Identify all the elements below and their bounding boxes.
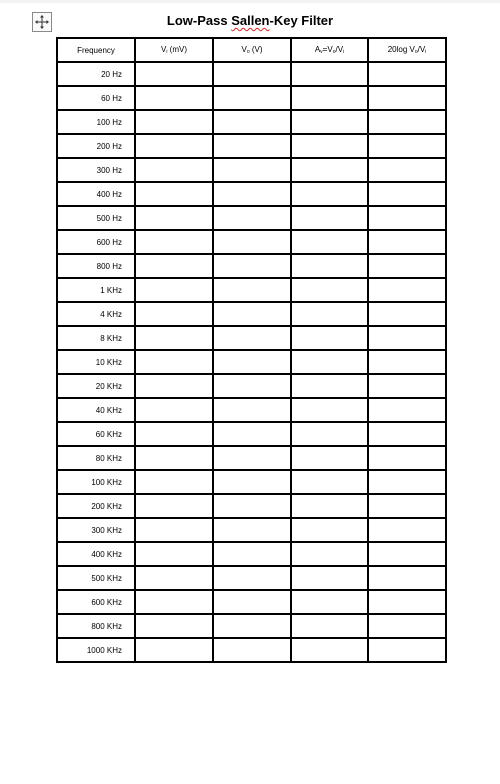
- table-row: [57, 230, 446, 254]
- header-av[interactable]: $A_v=V_o/V_i$: [291, 38, 368, 62]
- vi-cell[interactable]: [135, 254, 213, 278]
- table-row: [57, 182, 446, 206]
- db-cell[interactable]: [368, 470, 446, 494]
- table-row: [57, 542, 446, 566]
- table-row: [57, 254, 446, 278]
- header-row: [57, 38, 446, 62]
- av-cell[interactable]: [291, 470, 368, 494]
- table-row: [57, 470, 446, 494]
- vo-cell[interactable]: [213, 206, 291, 230]
- frequency-cell[interactable]: 400 Hz: [57, 182, 135, 206]
- vi-cell[interactable]: [135, 326, 213, 350]
- table-row: [57, 302, 446, 326]
- vi-cell[interactable]: [135, 110, 213, 134]
- table-row: [57, 62, 446, 86]
- vi-cell[interactable]: [135, 86, 213, 110]
- av-cell[interactable]: [291, 278, 368, 302]
- frequency-cell[interactable]: 8 KHz: [57, 326, 135, 350]
- table-row: [57, 446, 446, 470]
- vo-cell[interactable]: [213, 86, 291, 110]
- db-cell[interactable]: [368, 62, 446, 86]
- vo-cell[interactable]: [213, 422, 291, 446]
- db-cell[interactable]: [368, 494, 446, 518]
- db-cell[interactable]: [368, 374, 446, 398]
- db-cell[interactable]: [368, 422, 446, 446]
- av-cell[interactable]: [291, 62, 368, 86]
- vo-cell[interactable]: [213, 446, 291, 470]
- table-row: [57, 590, 446, 614]
- vo-cell[interactable]: [213, 590, 291, 614]
- db-cell[interactable]: [368, 86, 446, 110]
- table-row: [57, 422, 446, 446]
- title-prefix: Low-Pass: [166, 13, 232, 28]
- frequency-cell[interactable]: 60 KHz: [57, 422, 135, 446]
- vi-cell[interactable]: [135, 398, 213, 422]
- av-cell[interactable]: [291, 542, 368, 566]
- vi-cell[interactable]: [135, 542, 213, 566]
- db-cell[interactable]: [368, 278, 446, 302]
- vo-cell[interactable]: [213, 134, 291, 158]
- vo-cell[interactable]: [213, 398, 291, 422]
- table-row: [57, 398, 446, 422]
- header-vi[interactable]: $V_i$ (mV): [135, 38, 213, 62]
- vi-cell[interactable]: [135, 302, 213, 326]
- frequency-cell[interactable]: 10 KHz: [57, 350, 135, 374]
- table-row: [57, 158, 446, 182]
- vo-cell[interactable]: [213, 350, 291, 374]
- document-title: [0, 12, 500, 30]
- frequency-cell[interactable]: 200 Hz: [57, 134, 135, 158]
- db-cell[interactable]: [368, 638, 446, 662]
- frequency-cell[interactable]: 500 KHz: [57, 566, 135, 590]
- av-cell[interactable]: [291, 590, 368, 614]
- vo-cell[interactable]: [213, 302, 291, 326]
- db-cell[interactable]: [368, 590, 446, 614]
- frequency-cell[interactable]: 300 KHz: [57, 518, 135, 542]
- frequency-cell[interactable]: 80 KHz: [57, 446, 135, 470]
- av-cell[interactable]: [291, 350, 368, 374]
- db-cell[interactable]: [368, 614, 446, 638]
- vo-cell[interactable]: [213, 518, 291, 542]
- vi-cell[interactable]: [135, 350, 213, 374]
- db-cell[interactable]: [368, 158, 446, 182]
- vi-cell[interactable]: [135, 590, 213, 614]
- table-row: [57, 326, 446, 350]
- db-cell[interactable]: [368, 206, 446, 230]
- av-cell[interactable]: [291, 446, 368, 470]
- av-cell[interactable]: [291, 254, 368, 278]
- frequency-cell[interactable]: 1 KHz: [57, 278, 135, 302]
- av-cell[interactable]: [291, 134, 368, 158]
- table-row: [57, 110, 446, 134]
- av-cell[interactable]: [291, 566, 368, 590]
- db-cell[interactable]: [368, 326, 446, 350]
- frequency-cell[interactable]: 600 Hz: [57, 230, 135, 254]
- vi-cell[interactable]: [135, 422, 213, 446]
- av-cell[interactable]: [291, 230, 368, 254]
- db-cell[interactable]: [368, 350, 446, 374]
- vo-cell[interactable]: [213, 230, 291, 254]
- frequency-cell[interactable]: 100 Hz: [57, 110, 135, 134]
- vi-cell[interactable]: [135, 614, 213, 638]
- frequency-cell[interactable]: 200 KHz: [57, 494, 135, 518]
- vi-cell[interactable]: [135, 206, 213, 230]
- table-row: [57, 134, 446, 158]
- table-row: [57, 206, 446, 230]
- frequency-cell[interactable]: 20 Hz: [57, 62, 135, 86]
- vo-cell[interactable]: [213, 374, 291, 398]
- av-cell[interactable]: [291, 86, 368, 110]
- vo-cell[interactable]: [213, 542, 291, 566]
- table-row: [57, 494, 446, 518]
- frequency-cell[interactable]: 800 Hz: [57, 254, 135, 278]
- av-cell[interactable]: [291, 614, 368, 638]
- db-cell[interactable]: [368, 182, 446, 206]
- vo-cell[interactable]: [213, 278, 291, 302]
- vi-cell[interactable]: [135, 182, 213, 206]
- vo-cell[interactable]: [213, 254, 291, 278]
- table-row: [57, 374, 446, 398]
- measurement-table: [56, 37, 447, 663]
- av-cell[interactable]: [291, 422, 368, 446]
- vi-cell[interactable]: [135, 638, 213, 662]
- frequency-cell[interactable]: 4 KHz: [57, 302, 135, 326]
- db-cell[interactable]: [368, 518, 446, 542]
- vo-cell[interactable]: [213, 566, 291, 590]
- vo-cell[interactable]: [213, 110, 291, 134]
- frequency-cell[interactable]: 800 KHz: [57, 614, 135, 638]
- table-row: [57, 350, 446, 374]
- db-cell[interactable]: [368, 302, 446, 326]
- table-row: [57, 86, 446, 110]
- db-cell[interactable]: [368, 566, 446, 590]
- db-cell[interactable]: [368, 254, 446, 278]
- frequency-cell[interactable]: 400 KHz: [57, 542, 135, 566]
- av-cell[interactable]: [291, 206, 368, 230]
- av-cell[interactable]: [291, 638, 368, 662]
- vo-cell[interactable]: [213, 494, 291, 518]
- vi-cell[interactable]: [135, 446, 213, 470]
- av-cell[interactable]: [291, 302, 368, 326]
- table-row: [57, 614, 446, 638]
- frequency-cell[interactable]: 20 KHz: [57, 374, 135, 398]
- av-cell[interactable]: [291, 326, 368, 350]
- db-cell[interactable]: [368, 446, 446, 470]
- frequency-cell[interactable]: 600 KHz: [57, 590, 135, 614]
- db-cell[interactable]: [368, 230, 446, 254]
- vi-cell[interactable]: [135, 494, 213, 518]
- vi-cell[interactable]: [135, 518, 213, 542]
- header-db-gain[interactable]: 20log $V_o/V_i$: [368, 38, 446, 62]
- header-vo[interactable]: $V_o$ (V): [213, 38, 291, 62]
- av-cell[interactable]: [291, 158, 368, 182]
- title-suffix: -Key Filter: [269, 13, 334, 28]
- vi-cell[interactable]: [135, 566, 213, 590]
- table-row: [57, 638, 446, 662]
- db-cell[interactable]: [368, 542, 446, 566]
- vo-cell[interactable]: [213, 158, 291, 182]
- vi-cell[interactable]: [135, 158, 213, 182]
- vi-cell[interactable]: [135, 134, 213, 158]
- av-cell[interactable]: [291, 110, 368, 134]
- frequency-cell[interactable]: 40 KHz: [57, 398, 135, 422]
- av-cell[interactable]: [291, 518, 368, 542]
- frequency-cell[interactable]: 500 Hz: [57, 206, 135, 230]
- vo-cell[interactable]: [213, 470, 291, 494]
- table-body: [57, 62, 446, 662]
- vo-cell[interactable]: [213, 182, 291, 206]
- db-cell[interactable]: [368, 398, 446, 422]
- table-row: [57, 278, 446, 302]
- db-cell[interactable]: [368, 134, 446, 158]
- vi-cell[interactable]: [135, 374, 213, 398]
- vo-cell[interactable]: [213, 62, 291, 86]
- table-row: [57, 566, 446, 590]
- title-misspelled-word[interactable]: Sallen: [231, 13, 270, 28]
- vi-cell[interactable]: [135, 230, 213, 254]
- vi-cell[interactable]: [135, 62, 213, 86]
- vo-cell[interactable]: [213, 326, 291, 350]
- vo-cell[interactable]: [213, 614, 291, 638]
- frequency-cell[interactable]: 1000 KHz: [57, 638, 135, 662]
- vi-cell[interactable]: [135, 470, 213, 494]
- top-strip: [0, 0, 500, 3]
- av-cell[interactable]: [291, 494, 368, 518]
- av-cell[interactable]: [291, 374, 368, 398]
- av-cell[interactable]: [291, 398, 368, 422]
- frequency-cell[interactable]: 100 KHz: [57, 470, 135, 494]
- vi-cell[interactable]: [135, 278, 213, 302]
- table-row: [57, 518, 446, 542]
- db-cell[interactable]: [368, 110, 446, 134]
- frequency-cell[interactable]: 60 Hz: [57, 86, 135, 110]
- header-frequency[interactable]: Frequency: [57, 38, 135, 62]
- av-cell[interactable]: [291, 182, 368, 206]
- frequency-cell[interactable]: 300 Hz: [57, 158, 135, 182]
- vo-cell[interactable]: [213, 638, 291, 662]
